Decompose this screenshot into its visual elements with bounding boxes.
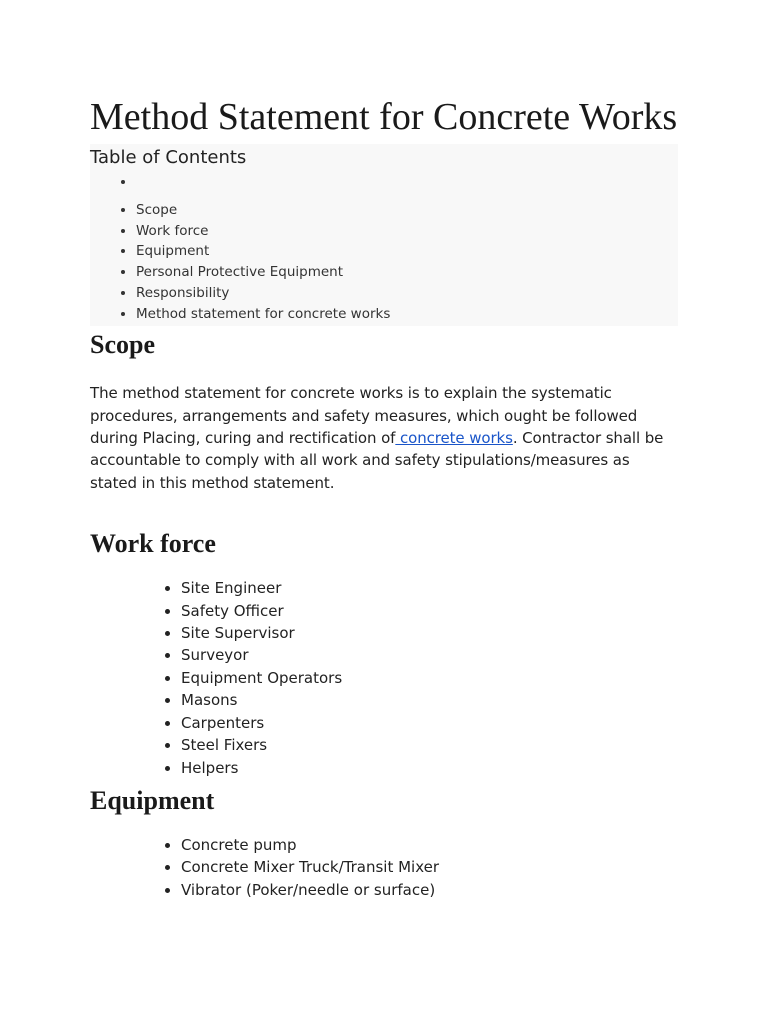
list-item: • Masons bbox=[181, 689, 678, 711]
list-item: • Surveyor bbox=[181, 644, 678, 666]
list-item: • Concrete Mixer Truck/Transit Mixer bbox=[181, 856, 678, 878]
scope-text-before: The method statement for concrete works is to explain the systematic procedures, arrangements and safety measures, which ought be followed during Placing, curing and rectification of bbox=[90, 384, 638, 448]
work-force-list bbox=[90, 577, 678, 779]
toc-item-empty bbox=[136, 172, 678, 200]
toc-item-work-force[interactable]: • Work force bbox=[136, 221, 678, 242]
toc-list bbox=[90, 172, 678, 324]
scope-heading: Scope bbox=[90, 330, 155, 360]
toc-item-scope[interactable]: • Scope bbox=[136, 200, 678, 221]
table-of-contents bbox=[90, 144, 678, 326]
scope-paragraph bbox=[90, 382, 678, 494]
toc-heading: Table of Contents bbox=[90, 147, 247, 168]
list-item: • Steel Fixers bbox=[181, 734, 678, 756]
list-item: • Equipment Operators bbox=[181, 667, 678, 689]
toc-item-ppe[interactable]: • Personal Protective Equipment bbox=[136, 262, 678, 283]
work-force-heading: Work force bbox=[90, 529, 216, 559]
equipment-list bbox=[90, 834, 678, 901]
list-item: • Carpenters bbox=[181, 712, 678, 734]
page-title: Method Statement for Concrete Works bbox=[90, 96, 678, 138]
toc-item-responsibility[interactable]: • Responsibility bbox=[136, 283, 678, 304]
list-item: • Site Supervisor bbox=[181, 622, 678, 644]
list-item: • Safety Officer bbox=[181, 600, 678, 622]
list-item: • Vibrator (Poker/needle or surface) bbox=[181, 879, 678, 901]
list-item: • Helpers bbox=[181, 757, 678, 779]
equipment-heading: Equipment bbox=[90, 785, 215, 815]
scope-text-after: . Contractor shall be accountable to comply with all work and safety stipulations/measures as stated in this method statement. bbox=[90, 429, 664, 492]
toc-item-equipment[interactable]: • Equipment bbox=[136, 241, 678, 262]
list-item: • Concrete pump bbox=[181, 834, 678, 856]
list-item: • Site Engineer bbox=[181, 577, 678, 599]
concrete-works-link[interactable]: concrete works bbox=[395, 429, 513, 448]
toc-item-method-statement[interactable]: • Method statement for concrete works bbox=[136, 304, 678, 325]
document-page bbox=[90, 94, 678, 901]
